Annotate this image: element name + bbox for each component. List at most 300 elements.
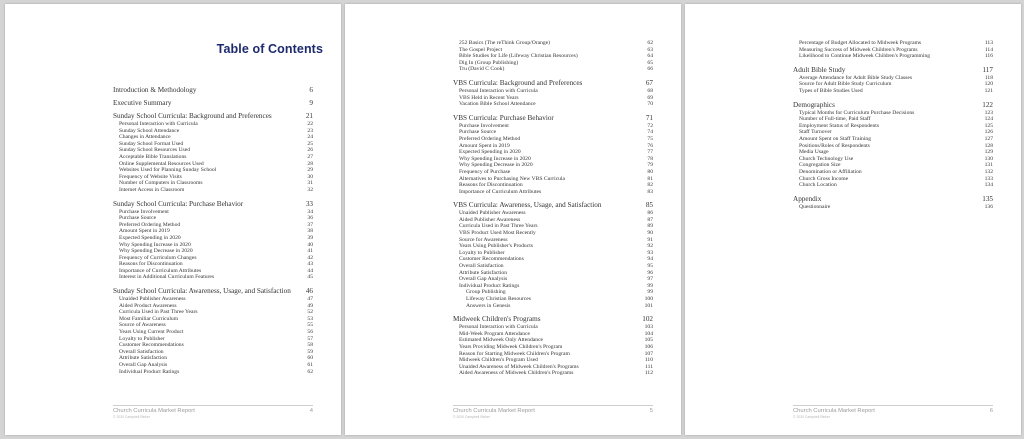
toc-entry-page: 122	[982, 100, 993, 109]
toc-list	[453, 40, 653, 377]
toc-subsection-entry	[113, 322, 313, 329]
toc-entry-title: Mid-Week Program Attendance	[459, 330, 531, 337]
toc-entry-title: Alternatives to Purchasing New VBS Curricula	[459, 175, 566, 182]
toc-entry-page: 22	[307, 121, 313, 127]
toc-entry-title: Personal Interaction with Curricula	[459, 87, 538, 94]
toc-entry-title: Changes in Attendance	[119, 134, 171, 141]
toc-entry-title: Overall Gap Analysis	[119, 362, 168, 368]
toc-subsection-entry	[453, 331, 653, 338]
toc-entry-page: 102	[642, 315, 653, 324]
toc-subsection-entry	[113, 242, 313, 249]
page-footer	[793, 405, 993, 419]
toc-entry-title: Unaided Publisher Awareness	[459, 210, 526, 217]
page-footer	[453, 405, 653, 419]
toc-entry-page: 44	[307, 267, 313, 274]
toc-entry-title: Adult Bible Study	[793, 65, 846, 74]
toc-subsection-entry	[113, 329, 313, 336]
toc-entry-title: Church Gross Income	[799, 175, 849, 182]
toc-entry-title: Positions/Roles of Respondents	[799, 142, 870, 149]
toc-entry-page: 58	[307, 342, 313, 349]
toc-entry-page: 107	[644, 350, 653, 357]
toc-entry-page: 96	[647, 269, 653, 276]
toc-entry-title: Years Using Publisher's Products	[459, 243, 533, 250]
toc-subsection-entry	[793, 53, 993, 60]
toc-entry-title: Overall Satisfaction	[459, 263, 504, 270]
toc-entry-page: 29	[307, 167, 313, 174]
toc-subsection-entry	[453, 40, 653, 47]
toc-subsection-entry	[113, 147, 313, 154]
footer-page-number: 4	[309, 408, 313, 414]
toc-subsection-entry	[453, 88, 653, 95]
toc-entry-title: Dig In (Group Publishing)	[459, 59, 519, 66]
toc-entry-page: 21	[305, 112, 313, 120]
toc-subsection-entry	[453, 210, 653, 217]
toc-entry-title: Sunday School Curricula: Background and Preferences	[113, 112, 272, 120]
toc-entry-title: Curricula Used in Past Three Years	[459, 223, 538, 230]
toc-subsection-entry	[453, 136, 653, 143]
toc-entry-title: Loyalty to Publisher	[459, 249, 505, 256]
footer-page-number: 6	[989, 408, 993, 414]
toc-entry-title: Church Location	[799, 182, 837, 189]
toc-entry-page: 77	[647, 149, 653, 156]
toc-entry-title: Lifeway Christian Resources	[466, 296, 531, 302]
toc-entry-title: VBS Curricula: Awareness, Usage, and Satisfaction	[453, 201, 602, 210]
toc-subsection-entry	[453, 357, 653, 364]
document-page-4	[5, 4, 341, 435]
toc-subsection-entry	[113, 342, 313, 349]
toc-entry-title: Purchase Source	[119, 215, 157, 222]
toc-entry-title: Average Attendance for Adult Bible Study Classes	[799, 74, 912, 81]
toc-entry-page: 131	[984, 162, 993, 169]
toc-entry-page: 6	[309, 86, 313, 94]
toc-entry-page: 100	[644, 296, 653, 302]
toc-entry-page: 43	[307, 261, 313, 268]
toc-entry-title: Most Familiar Curriculum	[119, 315, 179, 322]
toc-entry-page: 97	[647, 276, 653, 283]
toc-subsection-entry	[113, 296, 313, 303]
toc-entry-page: 129	[984, 149, 993, 156]
footer-page-number: 5	[649, 408, 653, 414]
toc-section-entry	[793, 101, 993, 110]
toc-entry-page: 25	[307, 140, 313, 147]
toc-entry-page: 104	[644, 330, 653, 337]
toc-entry-page: 91	[647, 236, 653, 243]
toc-subsection-entry	[113, 274, 313, 281]
toc-entry-page: 81	[647, 175, 653, 182]
toc-entry-page: 79	[647, 162, 653, 169]
toc-entry-page: 68	[647, 87, 653, 94]
toc-subsection-entry	[113, 141, 313, 148]
toc-subsection-entry	[453, 101, 653, 108]
toc-entry-page: 127	[984, 135, 993, 142]
toc-subsection-entry	[453, 337, 653, 344]
toc-entry-page: 26	[307, 147, 313, 154]
toc-subsection-entry	[113, 248, 313, 255]
toc-entry-title: Appendix	[793, 194, 822, 203]
toc-entry-title: Interest in Additional Curriculum Features	[119, 274, 215, 281]
toc-entry-title: Why Spending Decrease in 2020	[119, 248, 193, 255]
toc-entry-page: 95	[647, 263, 653, 270]
toc-subsection-entry	[453, 149, 653, 156]
toc-entry-page: 128	[984, 142, 993, 149]
toc-entry-title: Church Technology Use	[799, 155, 854, 162]
footer-report-name: Church Curricula Market Report	[793, 408, 875, 414]
toc-entry-page: 130	[984, 155, 993, 162]
toc-entry-title: VBS Curricula: Background and Preferences	[453, 78, 583, 87]
toc-section-entry	[113, 112, 313, 121]
document-page-6	[685, 4, 1021, 435]
toc-list	[113, 86, 313, 375]
toc-entry-page: 24	[307, 134, 313, 141]
toc-entry-title: Frequency of Purchase	[459, 168, 511, 175]
toc-entry-title: Loyalty to Publisher	[119, 335, 165, 342]
toc-entry-title: Frequency of Curriculum Changes	[119, 254, 197, 261]
toc-entry-title: Congregation Size	[799, 162, 841, 169]
toc-section-entry	[793, 195, 993, 204]
toc-subsection-entry	[453, 230, 653, 237]
toc-entry-page: 32	[307, 186, 313, 193]
toc-subsection-entry	[113, 228, 313, 235]
toc-entry-page: 72	[647, 122, 653, 129]
toc-entry-title: Importance of Curriculum Attributes	[459, 188, 542, 195]
toc-subsection-entry	[793, 47, 993, 54]
toc-subsection-entry	[113, 268, 313, 275]
toc-entry-title: Types of Bible Studies Used	[799, 87, 863, 94]
toc-entry-page: 111	[645, 363, 653, 370]
toc-entry-title: Answers in Genesis	[466, 302, 511, 309]
toc-entry-title: Why Spending Decrease in 2020	[459, 162, 533, 169]
toc-entry-title: Acceptable Bible Translations	[119, 153, 187, 160]
toc-subsection-entry	[453, 156, 653, 163]
toc-entry-title: Individual Product Ratings	[119, 368, 180, 375]
toc-entry-page: 28	[307, 160, 313, 167]
document-page-5	[345, 4, 681, 435]
toc-subsection-entry	[793, 156, 993, 163]
toc-subsection-entry	[113, 209, 313, 216]
toc-entry-page: 124	[984, 116, 993, 123]
toc-entry-title: Bible Studies for Life (Lifeway Christian Resources)	[459, 53, 578, 60]
toc-entry-page: 62	[307, 368, 313, 375]
toc-subsection-entry	[113, 167, 313, 174]
toc-entry-page: 121	[984, 87, 993, 94]
toc-entry-page: 99	[647, 282, 653, 289]
footer-report-name: Church Curricula Market Report	[453, 408, 535, 414]
toc-entry-title: Reason for Starting Midweek Children's Program	[459, 350, 570, 357]
toc-subsection-entry	[793, 88, 993, 95]
toc-subsection-entry	[793, 169, 993, 176]
toc-subsection-entry	[793, 129, 993, 136]
toc-entry-title: Media Usage	[799, 149, 829, 156]
footer-copyright: © 2020 Campbell Rinker	[113, 415, 150, 419]
toc-subsection-entry	[113, 128, 313, 135]
toc-subsection-entry	[453, 53, 653, 60]
toc-entry-title: The Gospel Project	[459, 46, 503, 53]
toc-entry-title: Source for Awareness	[459, 236, 508, 243]
toc-entry-title: Importance of Curriculum Attributes	[119, 267, 202, 274]
toc-entry-page: 90	[647, 230, 653, 237]
toc-subsection-entry	[453, 296, 653, 303]
toc-section-entry	[453, 315, 653, 324]
toc-subsection-entry	[113, 309, 313, 316]
toc-entry-title: Demographics	[793, 100, 835, 109]
toc-entry-title: Executive Summary	[113, 99, 172, 107]
toc-entry-page: 9	[309, 99, 313, 107]
toc-subsection-entry	[113, 362, 313, 369]
toc-entry-page: 57	[307, 335, 313, 342]
toc-entry-page: 65	[647, 59, 653, 66]
toc-subsection-entry	[113, 369, 313, 376]
toc-section-entry	[113, 86, 313, 95]
toc-entry-title: Aided Awareness of Midweek Children's Programs	[459, 370, 574, 377]
toc-entry-page: 41	[307, 248, 313, 255]
toc-entry-title: Measuring Success of Midweek Children's Programs	[799, 46, 918, 53]
toc-entry-title: Expected Spending in 2020	[459, 149, 521, 156]
toc-entry-title: Denomination or Affiliation	[799, 168, 862, 175]
toc-entry-page: 125	[984, 122, 993, 129]
toc-entry-page: 136	[984, 203, 993, 210]
toc-entry-page: 38	[307, 228, 313, 235]
toc-entry-page: 52	[307, 309, 313, 316]
toc-entry-title: 252 Basics (The reThink Group/Orange)	[459, 40, 551, 46]
toc-subsection-entry	[793, 162, 993, 169]
toc-entry-page: 31	[307, 180, 313, 187]
toc-entry-page: 55	[307, 322, 313, 329]
toc-entry-title: Unaided Publisher Awareness	[119, 296, 186, 303]
toc-entry-page: 71	[645, 113, 653, 122]
toc-entry-page: 101	[644, 302, 653, 309]
toc-subsection-entry	[453, 243, 653, 250]
toc-entry-page: 118	[984, 74, 993, 81]
toc-entry-title: Sunday School Curricula: Purchase Behavior	[113, 199, 244, 208]
footer-copyright: © 2020 Campbell Rinker	[793, 415, 830, 419]
toc-entry-page: 45	[307, 274, 313, 281]
toc-section-entry	[113, 287, 313, 296]
toc-subsection-entry	[453, 169, 653, 176]
toc-entry-page: 61	[307, 362, 313, 368]
toc-entry-page: 105	[644, 337, 653, 344]
toc-entry-page: 106	[644, 343, 653, 350]
toc-entry-page: 23	[307, 127, 313, 134]
toc-entry-title: Sunday School Curricula: Awareness, Usage, and Satisfaction	[113, 287, 291, 296]
toc-entry-title: Group Publishing	[466, 289, 506, 296]
toc-entry-title: Attribute Satisfaction	[459, 269, 508, 276]
toc-entry-title: Midweek Children's Program Used	[459, 357, 538, 364]
toc-entry-page: 53	[307, 315, 313, 322]
toc-entry-title: Sunday School Resources Used	[119, 147, 191, 154]
toc-entry-title: Number of Full-time, Paid Staff	[799, 116, 871, 123]
toc-subsection-entry	[113, 187, 313, 194]
toc-entry-page: 39	[307, 234, 313, 241]
toc-entry-page: 80	[647, 168, 653, 175]
toc-entry-title: Reasons for Discontinuation	[459, 182, 523, 189]
toc-entry-page: 36	[307, 215, 313, 222]
toc-subsection-entry	[113, 235, 313, 242]
toc-subsection-entry	[793, 149, 993, 156]
toc-entry-title: Expected Spending in 2020	[119, 234, 181, 241]
toc-entry-title: Online Supplemental Resources Used	[119, 160, 204, 167]
toc-subsection-entry	[453, 162, 653, 169]
toc-entry-title: Sunday School Format Used	[119, 140, 184, 147]
toc-entry-page: 117	[982, 65, 993, 74]
toc-subsection-entry	[453, 143, 653, 150]
toc-entry-title: Preferred Ordering Method	[119, 221, 181, 228]
toc-entry-page: 63	[647, 46, 653, 53]
toc-section-entry	[113, 99, 313, 108]
toc-entry-page: 27	[307, 153, 313, 160]
toc-entry-page: 135	[982, 194, 993, 203]
toc-entry-title: Vacation Bible School Attendance	[459, 101, 536, 108]
toc-entry-page: 37	[307, 221, 313, 228]
toc-subsection-entry	[113, 154, 313, 161]
toc-subsection-entry	[113, 180, 313, 187]
toc-subsection-entry	[113, 215, 313, 222]
toc-subsection-entry	[793, 136, 993, 143]
footer-report-name: Church Curricula Market Report	[113, 408, 195, 414]
toc-entry-title: Percentage of Budget Allocated to Midweek Programs	[799, 40, 922, 46]
toc-subsection-entry	[793, 182, 993, 189]
toc-entry-page: 94	[647, 256, 653, 263]
toc-subsection-entry	[453, 217, 653, 224]
toc-entry-title: Purchase Source	[459, 129, 497, 136]
toc-subsection-entry	[113, 261, 313, 268]
toc-entry-title: Aided Publisher Awareness	[459, 216, 521, 223]
toc-subsection-entry	[793, 204, 993, 211]
toc-section-entry	[793, 66, 993, 75]
footer-copyright: © 2020 Campbell Rinker	[453, 415, 490, 419]
toc-subsection-entry	[453, 370, 653, 377]
toc-entry-page: 114	[984, 46, 993, 53]
toc-subsection-entry	[453, 263, 653, 270]
toc-entry-title: Tru (David C Cook)	[459, 66, 505, 73]
toc-entry-page: 67	[645, 78, 653, 87]
toc-entry-title: Personal Interaction with Curricula	[119, 121, 198, 127]
toc-entry-title: Estimated Midweek Only Attendance	[459, 337, 544, 344]
toc-subsection-entry	[453, 123, 653, 130]
toc-entry-page: 75	[647, 135, 653, 142]
toc-entry-title: Unaided Awareness of Midweek Children's Programs	[459, 363, 579, 370]
toc-entry-page: 112	[644, 370, 653, 377]
toc-subsection-entry	[793, 143, 993, 150]
toc-subsection-entry	[113, 336, 313, 343]
toc-subsection-entry	[453, 95, 653, 102]
toc-entry-page: 126	[984, 129, 993, 136]
toc-entry-page: 66	[647, 66, 653, 73]
toc-entry-title: VBS Curricula: Purchase Behavior	[453, 113, 554, 122]
toc-entry-page: 42	[307, 254, 313, 261]
toc-entry-page: 133	[984, 175, 993, 182]
toc-subsection-entry	[113, 222, 313, 229]
toc-entry-title: Purchase Involvement	[459, 122, 509, 129]
toc-section-entry	[453, 114, 653, 123]
toc-entry-page: 92	[647, 243, 653, 250]
toc-subsection-entry	[793, 176, 993, 183]
toc-entry-page: 116	[984, 53, 993, 60]
toc-entry-page: 86	[647, 210, 653, 217]
toc-entry-page: 59	[307, 348, 313, 355]
toc-subsection-entry	[453, 250, 653, 257]
toc-entry-title: VBS Product Used Most Recently	[459, 230, 536, 237]
toc-entry-title: Likelihood to Continue Midweek Children's Programming	[799, 53, 931, 60]
toc-entry-title: Internet Access in Classroom	[119, 186, 185, 193]
toc-entry-title: Customer Recommendations	[459, 256, 524, 263]
toc-entry-title: Amount Spent in 2019	[119, 228, 170, 235]
toc-entry-page: 103	[644, 324, 653, 331]
toc-entry-title: Staff Turnover	[799, 129, 832, 136]
toc-entry-title: Overall Satisfaction	[119, 348, 164, 355]
toc-entry-page: 74	[647, 129, 653, 136]
toc-subsection-entry	[453, 324, 653, 331]
toc-subsection-entry	[113, 303, 313, 310]
toc-entry-page: 64	[647, 53, 653, 60]
toc-entry-page: 56	[307, 329, 313, 336]
toc-entry-title: Curricula Used in Past Three Years	[119, 309, 198, 316]
toc-heading: Table of Contents	[216, 42, 323, 56]
toc-subsection-entry	[793, 116, 993, 123]
toc-entry-page: 40	[307, 241, 313, 248]
toc-entry-page: 62	[647, 40, 653, 46]
toc-entry-title: Sunday School Attendance	[119, 127, 180, 134]
toc-subsection-entry	[453, 182, 653, 189]
toc-entry-title: Purchase Involvement	[119, 208, 169, 215]
toc-entry-title: Reasons for Discontinuation	[119, 261, 183, 268]
toc-entry-title: Overall Gap Analysis	[459, 276, 508, 283]
toc-list	[793, 40, 993, 210]
toc-subsection-entry	[793, 81, 993, 88]
toc-subsection-entry	[453, 289, 653, 296]
toc-entry-page: 76	[647, 142, 653, 149]
toc-section-entry	[113, 200, 313, 209]
toc-entry-title: Years Providing Midweek Children's Program	[459, 343, 563, 350]
toc-entry-page: 47	[307, 296, 313, 303]
toc-subsection-entry	[113, 134, 313, 141]
toc-entry-title: Number of Computers in Classrooms	[119, 180, 203, 187]
toc-subsection-entry	[453, 66, 653, 73]
toc-entry-page: 83	[647, 188, 653, 195]
toc-entry-page: 110	[644, 357, 653, 364]
toc-entry-page: 30	[307, 173, 313, 180]
toc-entry-title: Typical Months for Curriculum Purchase Decisions	[799, 109, 915, 116]
toc-entry-title: Source of Awareness	[119, 322, 166, 329]
toc-entry-title: Source for Adult Bible Study Curriculum	[799, 81, 892, 88]
toc-subsection-entry	[453, 237, 653, 244]
toc-entry-page: 123	[984, 109, 993, 116]
toc-entry-page: 60	[307, 355, 313, 362]
toc-entry-page: 87	[647, 216, 653, 223]
toc-entry-page: 49	[307, 302, 313, 309]
toc-entry-title: Amount Spent on Staff Training	[799, 135, 871, 142]
toc-subsection-entry	[453, 223, 653, 230]
toc-entry-page: 93	[647, 249, 653, 256]
toc-entry-page: 89	[647, 223, 653, 230]
toc-entry-title: Websites Used for Planning Sunday School	[119, 167, 217, 174]
toc-entry-page: 46	[305, 287, 313, 296]
toc-entry-title: Attribute Satisfaction	[119, 355, 168, 362]
toc-entry-page: 69	[647, 94, 653, 101]
toc-entry-page: 78	[647, 155, 653, 162]
toc-section-entry	[453, 79, 653, 88]
page-footer	[113, 405, 313, 419]
toc-entry-title: Midweek Children's Programs	[453, 315, 541, 324]
toc-entry-page: 34	[307, 208, 313, 215]
toc-entry-title: Aided Product Awareness	[119, 302, 177, 309]
toc-entry-title: Introduction & Methodology	[113, 86, 197, 94]
toc-subsection-entry	[453, 189, 653, 196]
toc-section-entry	[453, 201, 653, 210]
toc-subsection-entry	[453, 303, 653, 310]
toc-subsection-entry	[453, 276, 653, 283]
toc-subsection-entry	[113, 121, 313, 128]
toc-entry-page: 70	[647, 101, 653, 108]
